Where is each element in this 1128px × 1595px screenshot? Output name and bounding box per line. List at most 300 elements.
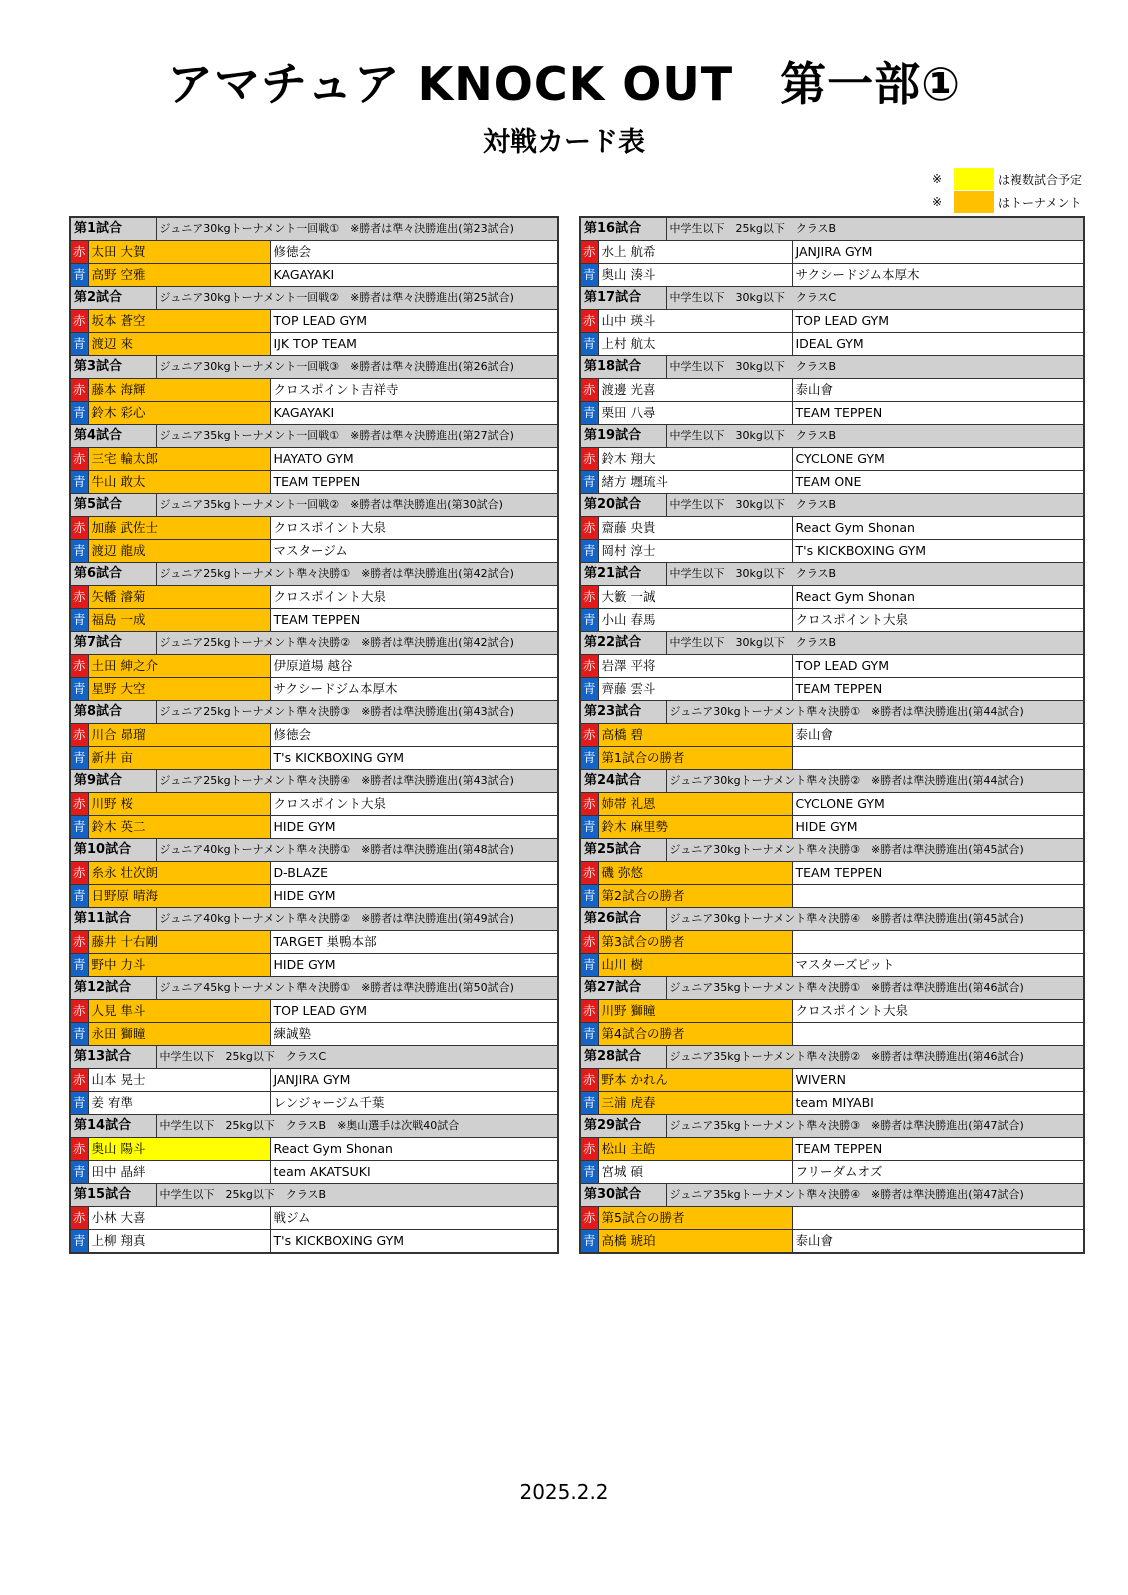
fighter-gym: 練誠塾 (270, 1023, 558, 1046)
fighter-row-red (70, 379, 558, 402)
bout-description: 中学生以下 25kg以下 クラスB ※奥山選手は次戦40試合 (156, 1115, 558, 1138)
fighter-row-red (580, 517, 1084, 540)
bout-description: ジュニア40kgトーナメント準々決勝① ※勝者は準決勝進出(第48試合) (156, 839, 558, 862)
fighter-row-red (580, 379, 1084, 402)
fighter-row-blue (580, 540, 1084, 563)
fighter-gym: HIDE GYM (270, 954, 558, 977)
fighter-gym: 泰山會 (792, 379, 1084, 402)
bout-number: 第11試合 (70, 908, 156, 931)
blue-corner-badge: 青 (70, 1161, 88, 1184)
bout-number: 第28試合 (580, 1046, 666, 1069)
bout-header-row (580, 1046, 1084, 1069)
bout-description: ジュニア25kgトーナメント準々決勝④ ※勝者は準決勝進出(第43試合) (156, 770, 558, 793)
legend-mark: ※ (932, 195, 943, 209)
blue-corner-badge: 青 (580, 885, 598, 908)
page-subtitle: 対戦カード表 (483, 127, 645, 158)
fighter-row-blue (70, 540, 558, 563)
fighter-name: 永田 獅瞳 (88, 1023, 270, 1046)
red-corner-badge: 赤 (70, 724, 88, 747)
fighter-name: 土田 紳之介 (88, 655, 270, 678)
red-corner-badge: 赤 (70, 655, 88, 678)
fighter-row-blue (70, 885, 558, 908)
fighter-row-red (580, 655, 1084, 678)
bout-header-row (70, 701, 558, 724)
blue-corner-badge: 青 (580, 471, 598, 494)
bout-number: 第7試合 (70, 632, 156, 655)
bout-number: 第26試合 (580, 908, 666, 931)
bout-description: ジュニア40kgトーナメント準々決勝② ※勝者は準決勝進出(第49試合) (156, 908, 558, 931)
bout-description: ジュニア25kgトーナメント準々決勝① ※勝者は準決勝進出(第42試合) (156, 563, 558, 586)
fighter-gym: T's KICKBOXING GYM (270, 1230, 558, 1254)
fighter-gym: フリーダムオズ (792, 1161, 1084, 1184)
bout-header-row (70, 1115, 558, 1138)
fighter-gym: クロスポイント大泉 (792, 1000, 1084, 1023)
fighter-name: 小山 春馬 (598, 609, 792, 632)
red-corner-badge: 赤 (70, 379, 88, 402)
fighter-row-blue (70, 402, 558, 425)
blue-corner-badge: 青 (70, 609, 88, 632)
fighter-name: 糸永 壮次朗 (88, 862, 270, 885)
fighter-gym: 修徳会 (270, 241, 558, 264)
fighter-gym: HIDE GYM (792, 816, 1084, 839)
fighter-row-blue (580, 264, 1084, 287)
fighter-gym (792, 1207, 1084, 1230)
fighter-gym: TOP LEAD GYM (270, 1000, 558, 1023)
fighter-name: 川野 獅瞳 (598, 1000, 792, 1023)
fighter-name: 川合 昴瑠 (88, 724, 270, 747)
fighter-gym: D-BLAZE (270, 862, 558, 885)
blue-corner-badge: 青 (70, 678, 88, 701)
blue-corner-badge: 青 (580, 678, 598, 701)
red-corner-badge: 赤 (580, 793, 598, 816)
bout-description: ジュニア35kgトーナメント準々決勝② ※勝者は準決勝進出(第46試合) (666, 1046, 1084, 1069)
bout-header-row (70, 217, 558, 241)
fighter-row-red (580, 310, 1084, 333)
fighter-row-blue (580, 816, 1084, 839)
fighter-row-red (580, 1069, 1084, 1092)
fighter-gym: TEAM TEPPEN (792, 402, 1084, 425)
fighter-gym: TARGET 巣鴨本部 (270, 931, 558, 954)
bout-description: ジュニア25kgトーナメント準々決勝② ※勝者は準決勝進出(第42試合) (156, 632, 558, 655)
fighter-gym: 泰山會 (792, 1230, 1084, 1254)
bout-header-row (70, 977, 558, 1000)
fighter-gym (792, 1023, 1084, 1046)
fighter-row-red (70, 1138, 558, 1161)
bout-number: 第8試合 (70, 701, 156, 724)
fighter-row-blue (580, 1092, 1084, 1115)
fighter-row-red (70, 655, 558, 678)
bout-number: 第3試合 (70, 356, 156, 379)
blue-corner-badge: 青 (580, 333, 598, 356)
bout-header-row (70, 908, 558, 931)
blue-corner-badge: 青 (580, 402, 598, 425)
fighter-gym: T's KICKBOXING GYM (792, 540, 1084, 563)
bout-number: 第22試合 (580, 632, 666, 655)
fighter-name: 水上 航希 (598, 241, 792, 264)
fighter-name: 上柳 翔真 (88, 1230, 270, 1254)
blue-corner-badge: 青 (580, 816, 598, 839)
fighter-name: 鈴木 翔大 (598, 448, 792, 471)
fighter-gym: 修徳会 (270, 724, 558, 747)
blue-corner-badge: 青 (70, 402, 88, 425)
red-corner-badge: 赤 (580, 586, 598, 609)
fighter-name: 野中 力斗 (88, 954, 270, 977)
bout-header-row (580, 356, 1084, 379)
blue-corner-badge: 青 (70, 540, 88, 563)
fighter-row-blue (70, 954, 558, 977)
bout-description: 中学生以下 30kg以下 クラスB (666, 494, 1084, 517)
fighter-name: 磯 弥悠 (598, 862, 792, 885)
fighter-name: 福島 一成 (88, 609, 270, 632)
fighter-row-blue (70, 1092, 558, 1115)
blue-corner-badge: 青 (70, 264, 88, 287)
fighter-gym: TOP LEAD GYM (792, 655, 1084, 678)
bout-number: 第12試合 (70, 977, 156, 1000)
red-corner-badge: 赤 (580, 862, 598, 885)
bout-number: 第24試合 (580, 770, 666, 793)
fighter-row-blue (580, 678, 1084, 701)
fighter-row-blue (580, 402, 1084, 425)
bout-number: 第1試合 (70, 217, 156, 241)
fighter-name: 渡辺 龍成 (88, 540, 270, 563)
bout-header-row (580, 563, 1084, 586)
fighter-gym: React Gym Shonan (792, 586, 1084, 609)
blue-corner-badge: 青 (580, 1230, 598, 1254)
fighter-gym: クロスポイント大泉 (792, 609, 1084, 632)
bout-description: ジュニア30kgトーナメント一回戦① ※勝者は準々決勝進出(第23試合) (156, 217, 558, 241)
legend-swatch-yellow (954, 168, 994, 190)
bout-header-row (70, 287, 558, 310)
fighter-name: 新井 亩 (88, 747, 270, 770)
fighter-gym: クロスポイント大泉 (270, 517, 558, 540)
blue-corner-badge: 青 (580, 1023, 598, 1046)
bout-number: 第30試合 (580, 1184, 666, 1207)
fighter-name: 鈴木 彩心 (88, 402, 270, 425)
red-corner-badge: 赤 (70, 1000, 88, 1023)
fighter-gym: TEAM ONE (792, 471, 1084, 494)
bout-number: 第19試合 (580, 425, 666, 448)
fighter-row-red (580, 1000, 1084, 1023)
bout-description: ジュニア45kgトーナメント準々決勝① ※勝者は準決勝進出(第50試合) (156, 977, 558, 1000)
blue-corner-badge: 青 (70, 471, 88, 494)
fighter-name: 太田 大賀 (88, 241, 270, 264)
bout-description: ジュニア35kgトーナメント準々決勝④ ※勝者は準決勝進出(第47試合) (666, 1184, 1084, 1207)
bout-description: ジュニア30kgトーナメント準々決勝④ ※勝者は準決勝進出(第45試合) (666, 908, 1084, 931)
fighter-gym: CYCLONE GYM (792, 448, 1084, 471)
fighter-row-red (70, 1207, 558, 1230)
fighter-row-red (70, 517, 558, 540)
fighter-gym: JANJIRA GYM (270, 1069, 558, 1092)
blue-corner-badge: 青 (580, 1092, 598, 1115)
red-corner-badge: 赤 (70, 931, 88, 954)
fighter-gym: TEAM TEPPEN (270, 609, 558, 632)
fighter-gym: team AKATSUKI (270, 1161, 558, 1184)
fighter-row-blue (70, 1230, 558, 1254)
bout-description: 中学生以下 25kg以下 クラスB (666, 217, 1084, 241)
bout-number: 第10試合 (70, 839, 156, 862)
bout-header-row (70, 1046, 558, 1069)
bout-description: ジュニア30kgトーナメント準々決勝② ※勝者は準決勝進出(第44試合) (666, 770, 1084, 793)
fighter-row-red (580, 241, 1084, 264)
fighter-name: 高野 空雅 (88, 264, 270, 287)
fighter-name: 宮城 碩 (598, 1161, 792, 1184)
fighter-gym: React Gym Shonan (792, 517, 1084, 540)
fighter-name: 三浦 虎春 (598, 1092, 792, 1115)
bout-header-row (70, 563, 558, 586)
footer-date: 2025.2.2 (519, 1480, 609, 1504)
blue-corner-badge: 青 (70, 1230, 88, 1254)
fighter-gym (792, 885, 1084, 908)
red-corner-badge: 赤 (580, 1069, 598, 1092)
blue-corner-badge: 青 (70, 1023, 88, 1046)
blue-corner-badge: 青 (580, 264, 598, 287)
bout-number: 第14試合 (70, 1115, 156, 1138)
fighter-row-red (70, 1069, 558, 1092)
red-corner-badge: 赤 (580, 1207, 598, 1230)
bout-description: 中学生以下 30kg以下 クラスC (666, 287, 1084, 310)
fighter-gym: サクシードジム本厚木 (792, 264, 1084, 287)
fighter-gym: T's KICKBOXING GYM (270, 747, 558, 770)
bout-description: ジュニア30kgトーナメント準々決勝① ※勝者は準決勝進出(第44試合) (666, 701, 1084, 724)
bout-number: 第27試合 (580, 977, 666, 1000)
fighter-row-blue (70, 747, 558, 770)
bout-header-row (580, 1184, 1084, 1207)
fighter-row-red (580, 448, 1084, 471)
bout-number: 第13試合 (70, 1046, 156, 1069)
fighter-row-blue (580, 471, 1084, 494)
bout-number: 第9試合 (70, 770, 156, 793)
fighter-gym: TEAM TEPPEN (792, 1138, 1084, 1161)
fighter-gym: TOP LEAD GYM (270, 310, 558, 333)
legend-text: はトーナメント (998, 195, 1082, 210)
fighter-gym: クロスポイント大泉 (270, 793, 558, 816)
red-corner-badge: 赤 (70, 448, 88, 471)
bout-description: ジュニア30kgトーナメント一回戦② ※勝者は準々決勝進出(第25試合) (156, 287, 558, 310)
fighter-gym: レンジャージム千葉 (270, 1092, 558, 1115)
blue-corner-badge: 青 (580, 1161, 598, 1184)
fighter-row-red (70, 1000, 558, 1023)
bout-number: 第18試合 (580, 356, 666, 379)
bout-header-row (580, 1115, 1084, 1138)
fighter-row-blue (70, 1023, 558, 1046)
legend-multiple (932, 168, 1082, 190)
fighter-row-red (580, 862, 1084, 885)
bout-header-row (70, 425, 558, 448)
fighter-name: 上村 航太 (598, 333, 792, 356)
bout-number: 第25試合 (580, 839, 666, 862)
fighter-name: 大籔 一誠 (598, 586, 792, 609)
fighter-gym: 伊原道場 越谷 (270, 655, 558, 678)
blue-corner-badge: 青 (70, 954, 88, 977)
bout-header-row (70, 632, 558, 655)
fighter-gym: CYCLONE GYM (792, 793, 1084, 816)
fighter-name: 牛山 敢太 (88, 471, 270, 494)
right-bout-table (579, 216, 1085, 1254)
fighter-gym (792, 931, 1084, 954)
blue-corner-badge: 青 (70, 1092, 88, 1115)
bout-header-row (580, 977, 1084, 1000)
bout-header-row (580, 770, 1084, 793)
red-corner-badge: 赤 (70, 793, 88, 816)
bout-number: 第23試合 (580, 701, 666, 724)
red-corner-badge: 赤 (70, 310, 88, 333)
legend-text: は複数試合予定 (998, 172, 1083, 187)
fighter-row-blue (70, 264, 558, 287)
fighter-name: 第1試合の勝者 (598, 747, 792, 770)
red-corner-badge: 赤 (70, 241, 88, 264)
bout-description: ジュニア35kgトーナメント準々決勝① ※勝者は準決勝進出(第46試合) (666, 977, 1084, 1000)
bout-description: 中学生以下 30kg以下 クラスB (666, 356, 1084, 379)
bout-number: 第17試合 (580, 287, 666, 310)
bout-description: ジュニア30kgトーナメント準々決勝③ ※勝者は準決勝進出(第45試合) (666, 839, 1084, 862)
bout-description: ジュニア30kgトーナメント一回戦③ ※勝者は準々決勝進出(第26試合) (156, 356, 558, 379)
fighter-gym: KAGAYAKI (270, 402, 558, 425)
fighter-row-blue (70, 471, 558, 494)
bout-description: 中学生以下 30kg以下 クラスB (666, 425, 1084, 448)
fighter-name: 第4試合の勝者 (598, 1023, 792, 1046)
fighter-row-blue (70, 609, 558, 632)
red-corner-badge: 赤 (580, 1138, 598, 1161)
bout-number: 第29試合 (580, 1115, 666, 1138)
bout-header-row (580, 425, 1084, 448)
fighter-name: 野本 かれん (598, 1069, 792, 1092)
fighter-gym: HIDE GYM (270, 816, 558, 839)
fighter-name: 日野原 晴海 (88, 885, 270, 908)
legend-mark: ※ (932, 172, 943, 186)
fighter-row-red (580, 724, 1084, 747)
bout-description: ジュニア35kgトーナメント準々決勝③ ※勝者は準決勝進出(第47試合) (666, 1115, 1084, 1138)
fighter-gym: マスタージム (270, 540, 558, 563)
fighter-gym: TEAM TEPPEN (792, 862, 1084, 885)
bout-number: 第4試合 (70, 425, 156, 448)
bout-number: 第21試合 (580, 563, 666, 586)
red-corner-badge: 赤 (70, 862, 88, 885)
fighter-name: 岡村 淳士 (598, 540, 792, 563)
bout-header-row (580, 839, 1084, 862)
fighter-row-red (70, 793, 558, 816)
fighter-gym (792, 747, 1084, 770)
bout-number: 第6試合 (70, 563, 156, 586)
fighter-name: 人見 隼斗 (88, 1000, 270, 1023)
bout-number: 第20試合 (580, 494, 666, 517)
page-title: アマチュア KNOCK OUT 第一部① (166, 57, 962, 111)
fighter-row-blue (580, 954, 1084, 977)
red-corner-badge: 赤 (70, 1069, 88, 1092)
fighter-name: 山本 晃士 (88, 1069, 270, 1092)
fighter-row-blue (580, 1023, 1084, 1046)
fighter-gym: WIVERN (792, 1069, 1084, 1092)
fighter-name: 高橋 琥珀 (598, 1230, 792, 1254)
red-corner-badge: 赤 (70, 517, 88, 540)
fighter-gym: クロスポイント大泉 (270, 586, 558, 609)
fighter-name: 小林 大喜 (88, 1207, 270, 1230)
fighter-name: 栗田 八尋 (598, 402, 792, 425)
red-corner-badge: 赤 (580, 517, 598, 540)
fighter-row-red (70, 448, 558, 471)
fighter-name: 緒方 壥琉斗 (598, 471, 792, 494)
bout-header-row (580, 908, 1084, 931)
blue-corner-badge: 青 (70, 816, 88, 839)
fighter-row-blue (580, 333, 1084, 356)
bout-description: 中学生以下 25kg以下 クラスB (156, 1184, 558, 1207)
fighter-name: 第2試合の勝者 (598, 885, 792, 908)
fighter-gym: team MIYABI (792, 1092, 1084, 1115)
fighter-gym: TOP LEAD GYM (792, 310, 1084, 333)
fighter-name: 藤本 海輝 (88, 379, 270, 402)
fighter-name: 三宅 輪太郎 (88, 448, 270, 471)
bout-header-row (70, 494, 558, 517)
blue-corner-badge: 青 (580, 540, 598, 563)
fighter-row-red (70, 862, 558, 885)
bout-header-row (580, 701, 1084, 724)
blue-corner-badge: 青 (580, 747, 598, 770)
fighter-row-red (580, 1138, 1084, 1161)
fighter-name: 鈴木 麻里勢 (598, 816, 792, 839)
blue-corner-badge: 青 (580, 954, 598, 977)
legend-tournament (932, 191, 1082, 213)
blue-corner-badge: 青 (70, 747, 88, 770)
fighter-name: 渡辺 來 (88, 333, 270, 356)
fighter-name: 星野 大空 (88, 678, 270, 701)
fighter-name: 矢幡 濬菊 (88, 586, 270, 609)
fighter-row-red (580, 586, 1084, 609)
fighter-name: 田中 晶絆 (88, 1161, 270, 1184)
red-corner-badge: 赤 (580, 1000, 598, 1023)
fighter-name: 奥山 湊斗 (598, 264, 792, 287)
fighter-gym: クロスポイント吉祥寺 (270, 379, 558, 402)
fighter-gym: HIDE GYM (270, 885, 558, 908)
fighter-row-red (70, 310, 558, 333)
bout-header-row (70, 839, 558, 862)
red-corner-badge: 赤 (580, 655, 598, 678)
fighter-name: 鈴木 英二 (88, 816, 270, 839)
fighter-name: 姉帯 礼恩 (598, 793, 792, 816)
fighter-gym: HAYATO GYM (270, 448, 558, 471)
red-corner-badge: 赤 (580, 241, 598, 264)
red-corner-badge: 赤 (70, 1207, 88, 1230)
red-corner-badge: 赤 (70, 1138, 88, 1161)
fighter-row-blue (580, 1161, 1084, 1184)
fighter-name: 藤井 十右剛 (88, 931, 270, 954)
legend-swatch-orange (954, 191, 994, 213)
bout-header-row (70, 1184, 558, 1207)
fighter-row-blue (70, 678, 558, 701)
bout-description: ジュニア35kgトーナメント一回戦① ※勝者は準々決勝進出(第27試合) (156, 425, 558, 448)
bout-number: 第15試合 (70, 1184, 156, 1207)
fighter-row-red (580, 1207, 1084, 1230)
red-corner-badge: 赤 (580, 448, 598, 471)
fighter-row-red (70, 241, 558, 264)
fighter-row-blue (70, 816, 558, 839)
bout-number: 第2試合 (70, 287, 156, 310)
blue-corner-badge: 青 (580, 609, 598, 632)
left-bout-table (69, 216, 559, 1254)
bout-header-row (580, 217, 1084, 241)
fighter-name: 高橋 碧 (598, 724, 792, 747)
bout-description: 中学生以下 30kg以下 クラスB (666, 632, 1084, 655)
bout-header-row (580, 494, 1084, 517)
fighter-gym: サクシードジム本厚木 (270, 678, 558, 701)
blue-corner-badge: 青 (70, 333, 88, 356)
fighter-name: 山川 樹 (598, 954, 792, 977)
fighter-gym: 泰山會 (792, 724, 1084, 747)
fighter-name: 姜 宥準 (88, 1092, 270, 1115)
fighter-row-red (580, 931, 1084, 954)
red-corner-badge: 赤 (580, 379, 598, 402)
red-corner-badge: 赤 (70, 586, 88, 609)
bout-description: ジュニア25kgトーナメント準々決勝③ ※勝者は準決勝進出(第43試合) (156, 701, 558, 724)
fighter-name: 第3試合の勝者 (598, 931, 792, 954)
